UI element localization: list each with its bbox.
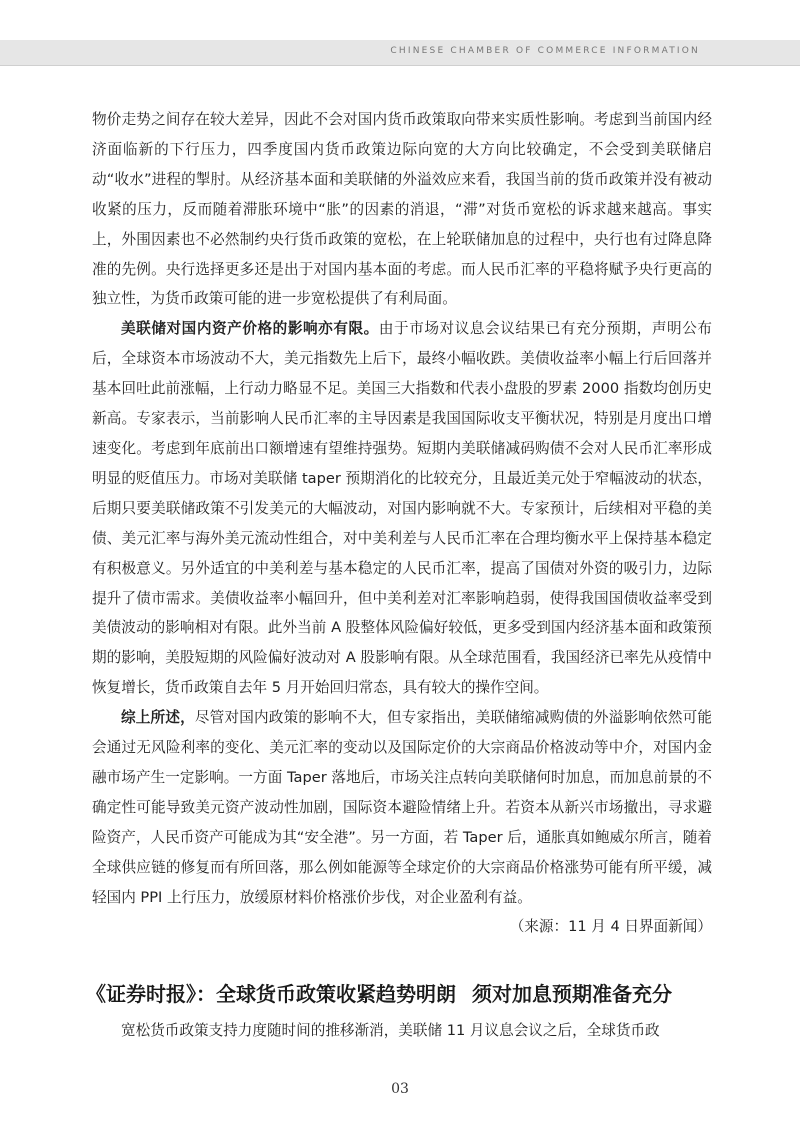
article-2-title-part2: 须对加息预期准备充分 [472,982,672,1007]
paragraph-1: 物价走势之间存在较大差异，因此不会对国内货币政策取向带来实质性影响。考虑到当前国内经济面临新的下行压力，四季度国内货币政策边际向宽的大方向比较确定，不会受到美联储启动“收水”进程的掣肘。从经济基本面和美联储的外溢效应来看，我国当前的货币政策并没有被动收紧的压力，反而随着滞胀环境中“胀”的因素的消退，“滞”对货币宽松的诉求越来越高。事实上，外围因素也不必然制约央行货币政策的宽松，在上轮联储加息的过程中，央行也有过降息降准的先例。央行选择更多还是出于对国内基本面的考虑。而人民币汇率的平稳将赋予央行更高的独立性，为货币政策可能的进一步宽松提供了有利局面。 [92,111,712,308]
paragraph-3-lead: 综上所述， [121,709,195,727]
paragraph-2-lead: 美联储对国内资产价格的影响亦有限。 [121,320,379,338]
header-label: CHINESE CHAMBER OF COMMERCE INFORMATION [390,46,700,56]
paragraph-2 [92,314,712,703]
article-2-intro: 宽松货币政策支持力度随时间的推移渐消，美联储 11 月议息会议之后，全球货币政 [121,1022,660,1040]
article-2-title-part1: 《证券时报》：全球货币政策收紧趋势明朗 [86,982,456,1007]
paragraph-2-text: 由于市场对议息会议结果已有充分预期，声明公布后，全球资本市场波动不大，美元指数先上后下，最终小幅收跌。美债收益率小幅上行后回落并基本回吐此前涨幅，上行动力略显不足。美国三大指数和代表小盘股的罗素 2000 指数均创历史新高。专家表示，当前影响人民币汇率的主导因素是我国国际收支平衡状况，特别是月度出口增速变化。考虑到年底前出口额增速有望维持强势。短期内美联储减码购债不会对人民币汇率形成明显的贬值压力。市场对美联储 taper 预期消化的比较充分，且最近美元处于窄幅波动的状态，后期只要美联储政策不引发美元的大幅波动，对国内影响就不大。专家预计，后续相对平稳的美债、美元汇率与海外美元流动性组合，对中美利差与人民币汇率在合理均衡水平上保持基本稳定有积极意义。另外适宜的中美利差与基本稳定的人民币汇率，提高了国债对外资的吸引力，边际提升了债市需求。美债收益率小幅回升，但中美利差对汇率影响趋弱，使得我国国债收益率受到美债波动的影响相对有限。此外当前 A 股整体风险偏好较低，更多受到国内经济基本面和政策预期的影响，美股短期的风险偏好波动对 A 股影响有限。从全球范围看，我国经济已率先从疫情中恢复增长，货币政策自去年 5 月开始回归常态，具有较大的操作空间。 [92,320,712,697]
article-2-title [86,976,712,1012]
source-note: （来源：11 月 4 日界面新闻） [509,918,712,936]
paragraph-3 [92,703,712,912]
article-body [86,105,712,1046]
paragraph-3-text: 尽管对国内政策的影响不大，但专家指出，美联储缩减购债的外溢影响依然可能会通过无风险利率的变化、美元汇率的变动以及国际定价的大宗商品价格波动等中介，对国内金融市场产生一定影响。一方面 Taper 落地后，市场关注点转向美联储何时加息，而加息前景的不确定性可能导致美元资产波动性加剧，国际资本避险情绪上升。若资本从新兴市场撤出，寻求避险资产，人民币资产可能成为其“安全港”。另一方面，若 Taper 后，通胀真如鲍威尔所言，随着全球供应链的修复而有所回落，那么例如能源等全球定价的大宗商品价格涨势可能有所平缓，减轻国内 PPI 上行压力，放缓原材料价格涨价步伐，对企业盈利有益。 [92,709,712,906]
header-rule [0,65,800,66]
page-number: 03 [391,1081,409,1097]
